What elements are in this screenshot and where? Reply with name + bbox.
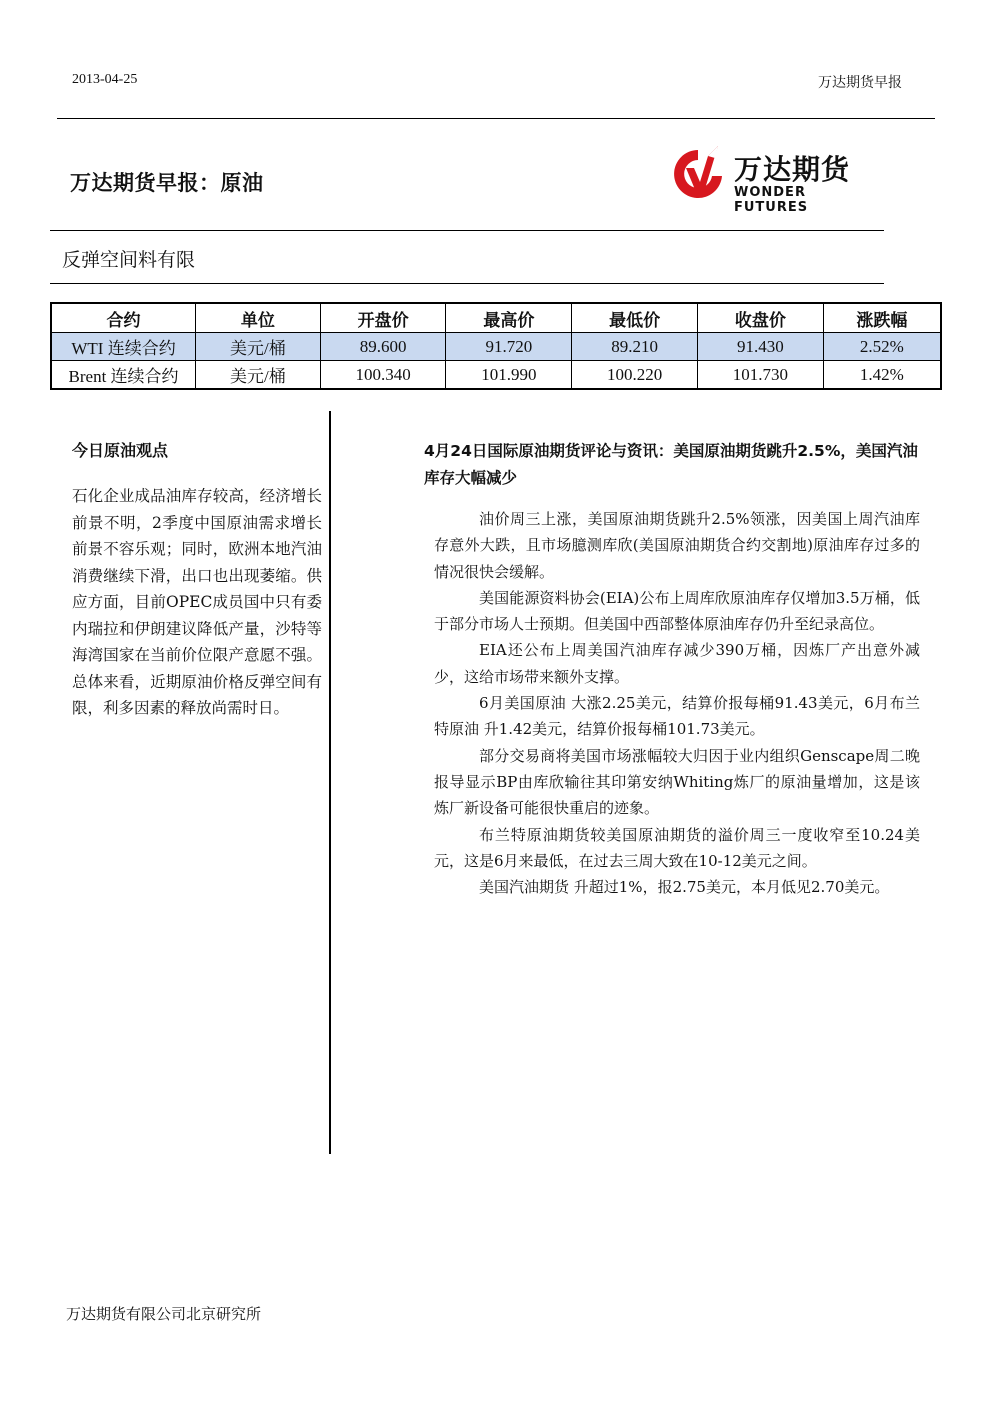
logo-mark-icon bbox=[668, 142, 728, 204]
col-close: 收盘价 bbox=[697, 303, 823, 333]
col-contract: 合约 bbox=[51, 303, 196, 333]
report-title: 万达期货早报：原油 bbox=[70, 171, 264, 195]
cell-high: 101.990 bbox=[446, 361, 572, 390]
subtitle-rule bbox=[50, 283, 884, 284]
table-header-row bbox=[51, 303, 941, 333]
cell-change: 1.42% bbox=[823, 361, 941, 390]
news-paragraph: 美国汽油期货 升超过1%，报2.75美元，本月低见2.70美元。 bbox=[479, 878, 890, 897]
logo-cn-text: 万达期货 bbox=[734, 153, 851, 186]
header-rule bbox=[57, 118, 935, 119]
title-rule bbox=[50, 230, 884, 231]
news-paragraph: 6月美国原油 大涨2.25美元，结算价报每桶91.43美元，6月布兰特原油 升1.42美元，结算价报每桶101.73美元。 bbox=[434, 694, 920, 739]
cell-close: 91.430 bbox=[697, 333, 823, 361]
price-table bbox=[50, 302, 942, 390]
cell-low: 89.210 bbox=[572, 333, 698, 361]
news-paragraph: 美国能源资料协会(EIA)公布上周库欣原油库存仅增加3.5万桶，低于部分市场人士预期。但美国中西部整体原油库存仍升至纪录高位。 bbox=[434, 588, 920, 634]
publication-name: 万达期货早报 bbox=[818, 75, 902, 91]
table-row bbox=[51, 333, 941, 361]
cell-open: 100.340 bbox=[320, 361, 446, 390]
cell-unit: 美元/桶 bbox=[196, 333, 321, 361]
col-change: 涨跌幅 bbox=[823, 303, 941, 333]
news-column bbox=[424, 438, 920, 900]
report-subtitle: 反弹空间料有限 bbox=[62, 249, 196, 271]
cell-low: 100.220 bbox=[572, 361, 698, 390]
outlook-column bbox=[72, 438, 322, 722]
news-paragraph: 部分交易商将美国市场涨幅较大归因于业内组织Genscape周二晚报导显示BP由库欣输往其印第安纳Whiting炼厂的原油量增加，这是该炼厂新设备可能很快重启的迹象。 bbox=[434, 746, 920, 818]
outlook-body: 石化企业成品油库存较高，经济增长前景不明，2季度中国原油需求增长前景不容乐观；同时，欧洲本地汽油消费继续下滑，出口也出现萎缩。供应方面，目前OPEC成员国中只有委内瑞拉和伊朗建议降低产量，沙特等海湾国家在当前价位限产意愿不强。总体来看，近期原油价格反弹空间有限，利多因素的释放尚需时日。 bbox=[72, 487, 322, 717]
footer-company: 万达期货有限公司北京研究所 bbox=[66, 1305, 262, 1323]
news-paragraph: EIA还公布上周美国汽油库存减少390万桶，因炼厂产出意外减少，这给市场带来额外支撑。 bbox=[434, 641, 920, 686]
col-low: 最低价 bbox=[572, 303, 698, 333]
outlook-heading: 今日原油观点 bbox=[72, 441, 169, 460]
table-row bbox=[51, 361, 941, 390]
cell-open: 89.600 bbox=[320, 333, 446, 361]
logo-en-text: WONDER FUTURES bbox=[734, 185, 809, 215]
cell-contract: WTI 连续合约 bbox=[51, 333, 196, 361]
news-paragraph: 布兰特原油期货较美国原油期货的溢价周三一度收窄至10.24美元，这是6月来最低，在过去三周大致在10-12美元之间。 bbox=[434, 825, 920, 870]
report-date: 2013-04-25 bbox=[72, 72, 138, 87]
cell-close: 101.730 bbox=[697, 361, 823, 390]
cell-contract: Brent 连续合约 bbox=[51, 361, 196, 390]
news-heading: 4月24日国际原油期货评论与资讯：美国原油期货跳升2.5%，美国汽油库存大幅减少 bbox=[424, 442, 918, 487]
cell-unit: 美元/桶 bbox=[196, 361, 321, 390]
col-high: 最高价 bbox=[446, 303, 572, 333]
cell-high: 91.720 bbox=[446, 333, 572, 361]
col-unit: 单位 bbox=[196, 303, 321, 333]
col-open: 开盘价 bbox=[320, 303, 446, 333]
column-divider bbox=[329, 411, 331, 1154]
news-paragraph: 油价周三上涨，美国原油期货跳升2.5%领涨，因美国上周汽油库存意外大跌，且市场臆测库欣(美国原油期货合约交割地)原油库存过多的情况很快会缓解。 bbox=[434, 510, 920, 581]
cell-change: 2.52% bbox=[823, 333, 941, 361]
company-logo bbox=[668, 142, 878, 215]
